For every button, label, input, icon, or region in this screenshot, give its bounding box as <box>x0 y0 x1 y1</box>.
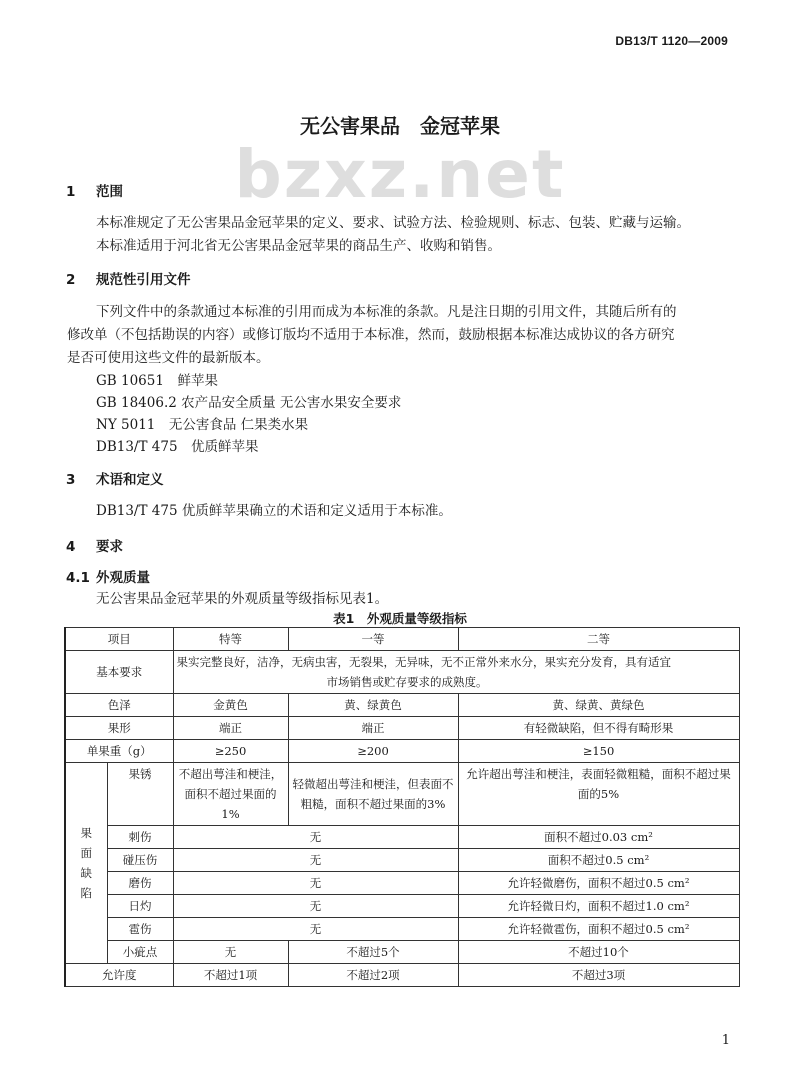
section-title: 规范性引用文件 <box>96 272 191 288</box>
references-intro-line-2: 修改单（不包括勘误的内容）或修订版均不适用于本标准，然而，鼓励根据本标准达成协议的各方研究 <box>67 327 675 343</box>
section-4-1-heading <box>66 566 150 586</box>
cell-value: 无 <box>173 895 458 918</box>
group-label-char: 缺 <box>80 866 92 880</box>
header-second-grade: 二等 <box>458 628 739 651</box>
references-intro-line-3: 是否可使用这些文件的最新版本。 <box>67 350 270 366</box>
cell-value: ≥250 <box>173 740 288 763</box>
header-premium: 特等 <box>173 628 288 651</box>
document-title: 无公害果品 金冠苹果 <box>300 114 500 138</box>
row-label: 小疵点 <box>107 941 173 964</box>
cell-value: 面积不超过0.5 cm² <box>458 849 739 872</box>
header-first-grade: 一等 <box>288 628 458 651</box>
defect-row <box>65 826 739 849</box>
quality-grade-table <box>64 627 740 987</box>
defect-row <box>65 895 739 918</box>
weight-row <box>65 740 739 763</box>
defect-row <box>65 849 739 872</box>
cell-value: ≥200 <box>288 740 458 763</box>
row-label: 碰压伤 <box>107 849 173 872</box>
table-caption: 表1 外观质量等级指标 <box>333 611 467 626</box>
surface-defects-group-label <box>65 763 107 964</box>
section-1-heading <box>66 180 123 200</box>
standard-code: DB13/T 1120—2009 <box>615 34 728 48</box>
reference-document: DB13/T 475 优质鲜苹果 <box>96 439 259 455</box>
basic-requirements-line-2: 市场销售或贮存要求的成熟度。 <box>326 675 488 689</box>
row-label: 刺伤 <box>107 826 173 849</box>
spots-row <box>65 941 739 964</box>
cell-value: 有轻微缺陷，但不得有畸形果 <box>458 717 739 740</box>
section-2-heading <box>66 268 191 288</box>
rust-row <box>65 763 739 826</box>
header-item: 项目 <box>65 628 173 651</box>
cell-value: 端正 <box>173 717 288 740</box>
appearance-paragraph: 无公害果品金冠苹果的外观质量等级指标见表1。 <box>96 591 389 607</box>
scope-paragraph-1: 本标准规定了无公害果品金冠苹果的定义、要求、试验方法、检验规则、标志、包装、贮藏与运输。 <box>96 215 690 231</box>
section-title: 外观质量 <box>96 570 150 586</box>
cell-value: 不超过5个 <box>288 941 458 964</box>
section-title: 要求 <box>96 539 123 555</box>
cell-value: 端正 <box>288 717 458 740</box>
group-label-char: 果 <box>80 826 92 840</box>
group-label-char: 陷 <box>80 886 92 900</box>
cell-value: 轻微超出萼洼和梗洼，但表面不粗糙，面积不超过果面的3% <box>288 763 458 826</box>
row-label: 日灼 <box>107 895 173 918</box>
scope-paragraph-2: 本标准适用于河北省无公害果品金冠苹果的商品生产、收购和销售。 <box>96 238 501 254</box>
cell-value: 面积不超过0.03 cm² <box>458 826 739 849</box>
basic-requirements-row <box>65 651 739 694</box>
cell-value: 允许轻微磨伤，面积不超过0.5 cm² <box>458 872 739 895</box>
defect-row <box>65 918 739 941</box>
section-number: 3 <box>66 472 76 488</box>
section-number: 1 <box>66 184 76 200</box>
color-row <box>65 694 739 717</box>
cell-value: 黄、绿黄色 <box>288 694 458 717</box>
table-header-row <box>65 628 739 651</box>
shape-row <box>65 717 739 740</box>
basic-requirements-line-1: 果实完整良好，洁净，无病虫害，无裂果，无异味，无不正常外来水分，果实充分发育，具有适宜 <box>176 655 671 669</box>
terms-paragraph: DB13/T 475 优质鲜苹果确立的术语和定义适用于本标准。 <box>96 503 452 519</box>
cell-value: 不超出萼洼和梗洼，面积不超过果面的1% <box>173 763 288 826</box>
page-number: 1 <box>721 1033 730 1048</box>
cell-value: 不超过10个 <box>458 941 739 964</box>
cell-value: 无 <box>173 849 458 872</box>
defect-row <box>65 872 739 895</box>
cell-value: ≥150 <box>458 740 739 763</box>
cell-value: 允许超出萼洼和梗洼，表面轻微粗糙，面积不超过果面的5% <box>458 763 739 826</box>
row-label: 基本要求 <box>65 651 173 694</box>
row-label: 单果重（g） <box>65 740 173 763</box>
section-number: 4.1 <box>66 570 90 586</box>
section-number: 2 <box>66 272 76 288</box>
row-label: 允许度 <box>65 964 173 987</box>
cell-value: 不超过3项 <box>458 964 739 987</box>
cell-value: 金黄色 <box>173 694 288 717</box>
row-label: 色泽 <box>65 694 173 717</box>
reference-document: NY 5011 无公害食品 仁果类水果 <box>96 417 309 433</box>
cell-value: 无 <box>173 941 288 964</box>
cell-value: 无 <box>173 918 458 941</box>
cell-value: 允许轻微雹伤，面积不超过0.5 cm² <box>458 918 739 941</box>
references-intro-line-1: 下列文件中的条款通过本标准的引用而成为本标准的条款。凡是注日期的引用文件，其随后所有的 <box>96 304 677 320</box>
row-label: 果锈 <box>107 763 173 826</box>
section-title: 术语和定义 <box>96 472 164 488</box>
tolerance-row <box>65 964 739 987</box>
cell-value: 无 <box>173 826 458 849</box>
row-label: 雹伤 <box>107 918 173 941</box>
section-title: 范围 <box>96 184 123 200</box>
cell-value: 允许轻微日灼，面积不超过1.0 cm² <box>458 895 739 918</box>
basic-requirements-text <box>173 651 739 694</box>
reference-document: GB 10651 鲜苹果 <box>96 373 218 389</box>
cell-value: 黄、绿黄、黄绿色 <box>458 694 739 717</box>
group-label-char: 面 <box>80 846 92 860</box>
row-label: 果形 <box>65 717 173 740</box>
reference-document: GB 18406.2 农产品安全质量 无公害水果安全要求 <box>96 395 402 411</box>
watermark: bzxz.net <box>234 136 566 213</box>
section-number: 4 <box>66 539 76 555</box>
section-4-heading <box>66 535 123 555</box>
row-label: 磨伤 <box>107 872 173 895</box>
cell-value: 不超过2项 <box>288 964 458 987</box>
cell-value: 不超过1项 <box>173 964 288 987</box>
cell-value: 无 <box>173 872 458 895</box>
section-3-heading <box>66 468 164 488</box>
